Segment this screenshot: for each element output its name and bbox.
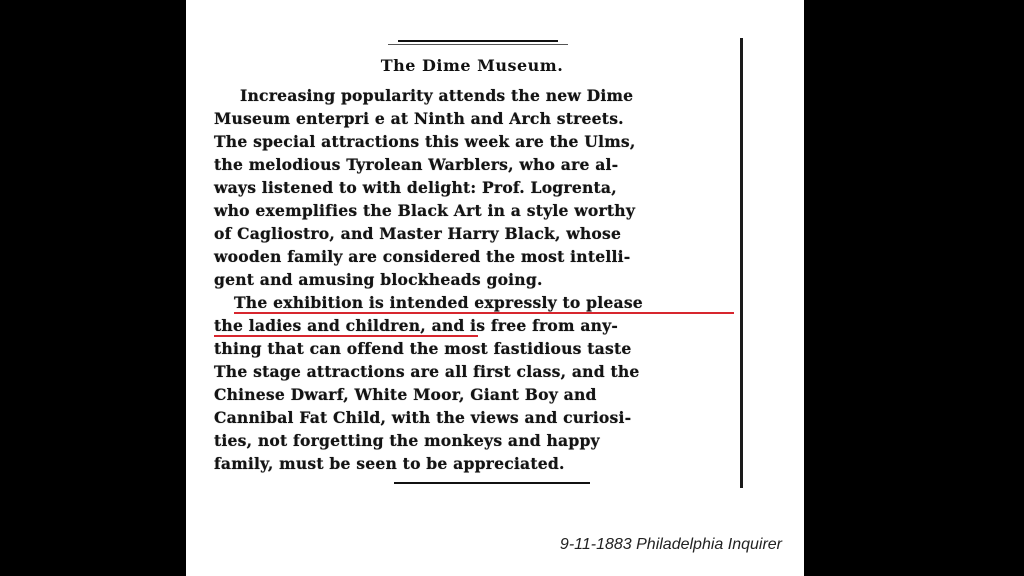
article-line-9: gent and amusing blockheads going. <box>214 270 543 289</box>
slide <box>186 0 804 576</box>
article-line-12: thing that can offend the most fastidious taste <box>214 339 632 358</box>
article-line-16: ties, not forgetting the monkeys and happy <box>214 431 600 450</box>
article-line-14: Chinese Dwarf, White Moor, Giant Boy and <box>214 385 597 404</box>
article-line-13: The stage attractions are all first class, and the <box>214 362 640 381</box>
source-caption: 9-11-1883 Philadelphia Inquirer <box>559 536 782 553</box>
newspaper-clipping <box>212 36 745 489</box>
article-line-5: ways listened to with delight: Prof. Logrenta, <box>214 178 617 197</box>
article-line-1: Increasing popularity attends the new Dime <box>240 86 634 105</box>
article-line-10: The exhibition is intended expressly to please <box>234 293 643 312</box>
article-line-17: family, must be seen to be appreciated. <box>214 454 565 473</box>
article-line-11: the ladies and children, and is free from any- <box>214 316 619 335</box>
bottom-rule <box>394 482 590 484</box>
article-line-4: the melodious Tyrolean Warblers, who are al- <box>214 155 619 174</box>
article-line-2: Museum enterpri e at Ninth and Arch streets. <box>214 109 624 128</box>
article-line-7: of Cagliostro, and Master Harry Black, whose <box>214 224 622 243</box>
article-line-15: Cannibal Fat Child, with the views and curiosi- <box>214 408 632 427</box>
top-rule <box>398 40 558 42</box>
top-rule-thin <box>388 44 568 45</box>
column-rule <box>740 38 743 488</box>
highlight-underline-2 <box>214 335 478 337</box>
highlight-underline-1 <box>234 312 734 314</box>
article-headline: The Dime Museum. <box>380 56 564 75</box>
article-line-6: who exemplifies the Black Art in a style worthy <box>214 201 636 220</box>
article-line-8: wooden family are considered the most intelli- <box>214 247 631 266</box>
article-line-3: The special attractions this week are the Ulms, <box>214 132 636 151</box>
